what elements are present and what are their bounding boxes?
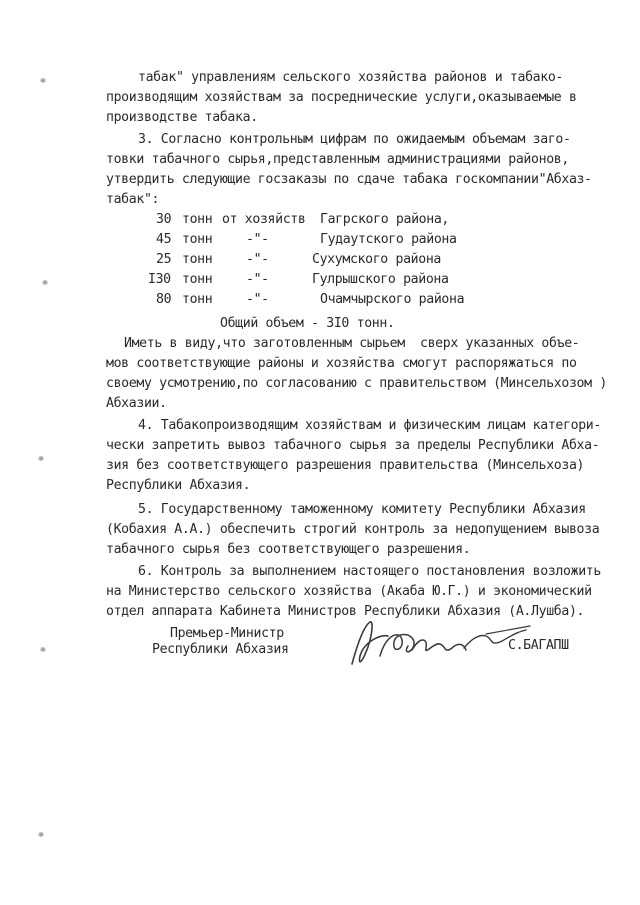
order-from: от хозяйств [222,212,306,227]
punch-hole [40,647,46,652]
text-line: 6. Контроль за выполнением настоящего постановления возложить [138,564,601,579]
text-line: Абхазии. [106,396,167,411]
order-amount: 45 [156,232,172,247]
signatory-title: Республики Абхазия [152,642,289,657]
order-from: -"- [246,232,269,247]
order-unit: тонн [182,292,213,307]
order-unit: тонн [182,212,213,227]
text-line: (Кобахия А.А.) обеспечить строгий контроль за недопущением вывоза [106,522,600,537]
total-volume: Общий объем - 3I0 тонн. [220,316,395,331]
signatory-name: С.БАГАПШ [508,638,569,653]
order-region: Гулрышского района [312,272,449,287]
order-from: -"- [246,272,269,287]
signatory-title: Премьер-Министр [170,626,284,641]
text-line: Республики Абхазия. [106,478,251,493]
text-line: товки табачного сырья,представленным администрациями районов, [106,152,569,167]
order-region: Сухумского района [312,252,442,267]
order-amount: I30 [148,272,171,287]
text-line: 3. Согласно контрольным цифрам по ожидаемым объемам загo- [138,132,571,147]
order-from: -"- [246,292,269,307]
punch-hole [42,280,48,285]
text-line: Иметь в виду,что заготовленным сырьем сверх указанных объе- [124,336,580,351]
order-region: Гудаутского района [320,232,457,247]
text-line: производящим хозяйствам за посреднические услуги,оказываемые в [106,90,577,105]
order-amount: 25 [156,252,172,267]
order-amount: 30 [156,212,172,227]
order-unit: тонн [182,232,213,247]
text-line: утвердить следующие госзаказы по сдаче табака госкомпании"Абхаз- [106,172,592,187]
order-from: -"- [246,252,269,267]
punch-hole [38,832,44,837]
text-line: табак" управлениям сельского хозяйства районов и табако- [138,70,564,85]
order-region: Гагрского района, [320,212,450,227]
text-line: своему усмотрению,по согласованию с правительством (Минсельхозом ) [106,376,607,391]
order-unit: тонн [182,252,213,267]
text-line: зия без соответствующего разрешения правительства (Минсельхоза) [106,458,585,473]
text-line: табак": [106,192,160,207]
order-amount: 80 [156,292,172,307]
text-line: мов соответствующие районы и хозяйства смогут распоряжаться по [106,356,577,371]
text-line: отдел аппарата Кабинета Министров Республики Абхазия (А.Лушба). [106,604,585,619]
text-line: 5. Государственному таможенному комитету Республики Абхазия [138,502,586,517]
punch-hole [38,456,44,461]
text-line: чески запретить вывоз табачного сырья за пределы Республики Абха- [106,438,600,453]
text-line: на Министерство сельского хозяйства (Акаба Ю.Г.) и экономический [106,584,592,599]
punch-hole [40,78,46,83]
text-line: табачного сырья без соответствующего разрешения. [106,542,471,557]
text-line: производстве табака. [106,110,258,125]
order-region: Очамчырского района [320,292,465,307]
order-unit: тонн [182,272,213,287]
text-line: 4. Табакопроизводящим хозяйствам и физическим лицам категори- [138,418,601,433]
